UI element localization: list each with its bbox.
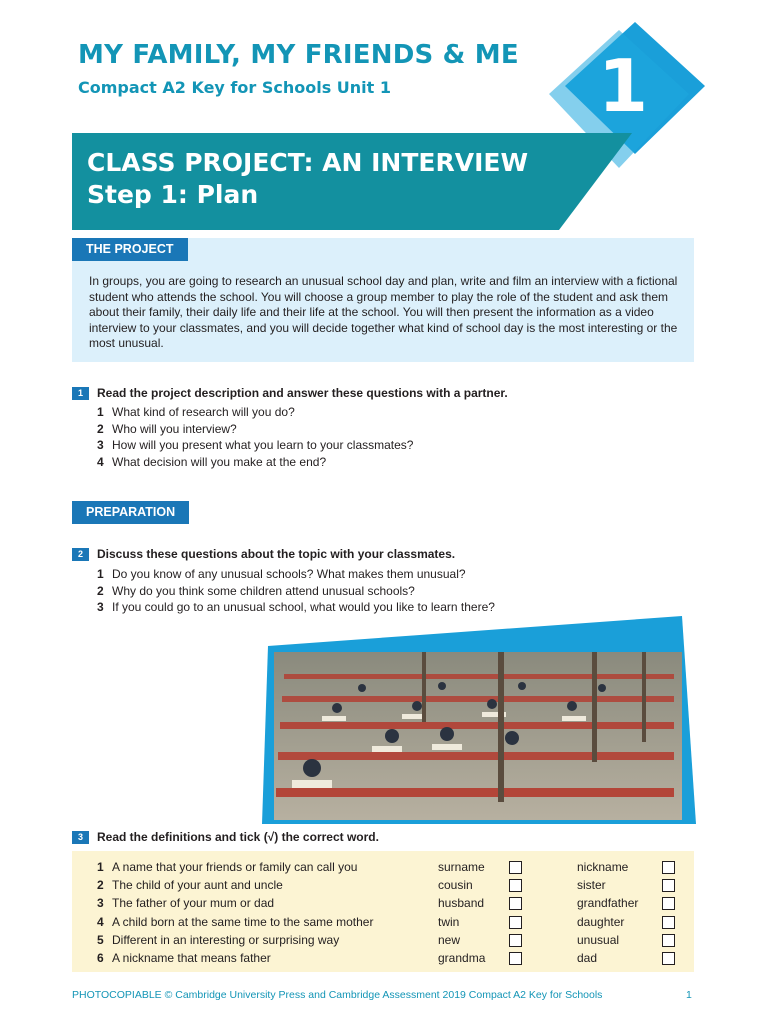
checkbox[interactable] [509, 952, 522, 965]
list-item: 1 Do you know of any unusual schools? What makes them unusual? [97, 567, 466, 581]
list-item: 4 What decision will you make at the end? [97, 455, 327, 470]
checkbox[interactable] [662, 952, 675, 965]
checkbox[interactable] [509, 916, 522, 929]
exercise-2-instruction: Discuss these questions about the topic with your classmates. [97, 547, 456, 561]
list-item: 3 How will you present what you learn to your classmates? [97, 438, 414, 453]
unit-number: 1 [597, 44, 649, 128]
exercise-2-questions [97, 567, 495, 617]
checkbox[interactable] [509, 897, 522, 910]
list-item: 1 What kind of research will you do? [97, 405, 295, 419]
banner-title: CLASS PROJECT: AN INTERVIEW [87, 148, 529, 177]
exercise-1-number: 1 [72, 387, 89, 400]
exercise-1-instruction: Read the project description and answer these questions with a partner. [97, 386, 508, 400]
checkbox[interactable] [662, 897, 675, 910]
checkbox[interactable] [509, 934, 522, 947]
checkbox[interactable] [509, 861, 522, 874]
definition-row: 3 The father of your mum or dad husband grandfather [97, 896, 687, 914]
footer-copyright: PHOTOCOPIABLE © Cambridge University Press and Cambridge Assessment 2019 Compact A2 Key for Schools [72, 989, 603, 1001]
definition-row: 5 Different in an interesting or surprising way new unusual [97, 933, 687, 951]
preparation-tag: PREPARATION [72, 501, 189, 524]
checkbox[interactable] [509, 879, 522, 892]
definition-row: 2 The child of your aunt and uncle cousin sister [97, 878, 687, 896]
page-number: 1 [686, 989, 692, 1001]
banner-step: Step 1: Plan [87, 180, 259, 209]
exercise-2-number: 2 [72, 548, 89, 561]
checkbox[interactable] [662, 934, 675, 947]
title-banner [72, 133, 632, 230]
definition-row: 6 A nickname that means father grandma dad [97, 951, 687, 969]
checkbox[interactable] [662, 861, 675, 874]
list-item: 2 Why do you think some children attend unusual schools? [97, 583, 415, 598]
list-item: 3 If you could go to an unusual school, what would you like to learn there? [97, 600, 495, 615]
checkbox[interactable] [662, 879, 675, 892]
exercise-1-questions [97, 405, 413, 472]
project-description: In groups, you are going to research an unusual school day and plan, write and film an interview with a fictional student who attends the school. You will choose a group member to play the role of the student and ask them about their family, their daily life and their life at the school. You will then present the information as a video interview to your classmates, and you will decide together what kind of school day is the most interesting or the most unusual. [89, 274, 678, 351]
exercise-3-number: 3 [72, 831, 89, 844]
exercise-3-instruction: Read the definitions and tick (√) the correct word. [97, 830, 379, 844]
project-tag: THE PROJECT [72, 238, 188, 261]
checkbox[interactable] [662, 916, 675, 929]
classroom-photo [262, 616, 696, 824]
list-item: 2 Who will you interview? [97, 421, 237, 436]
definition-row: 4 A child born at the same time to the same mother twin daughter [97, 915, 687, 933]
page-title: MY FAMILY, MY FRIENDS & ME [78, 40, 519, 70]
page-subtitle: Compact A2 Key for Schools Unit 1 [78, 78, 392, 97]
definition-row: 1 A name that your friends or family can call you surname nickname [97, 860, 687, 878]
